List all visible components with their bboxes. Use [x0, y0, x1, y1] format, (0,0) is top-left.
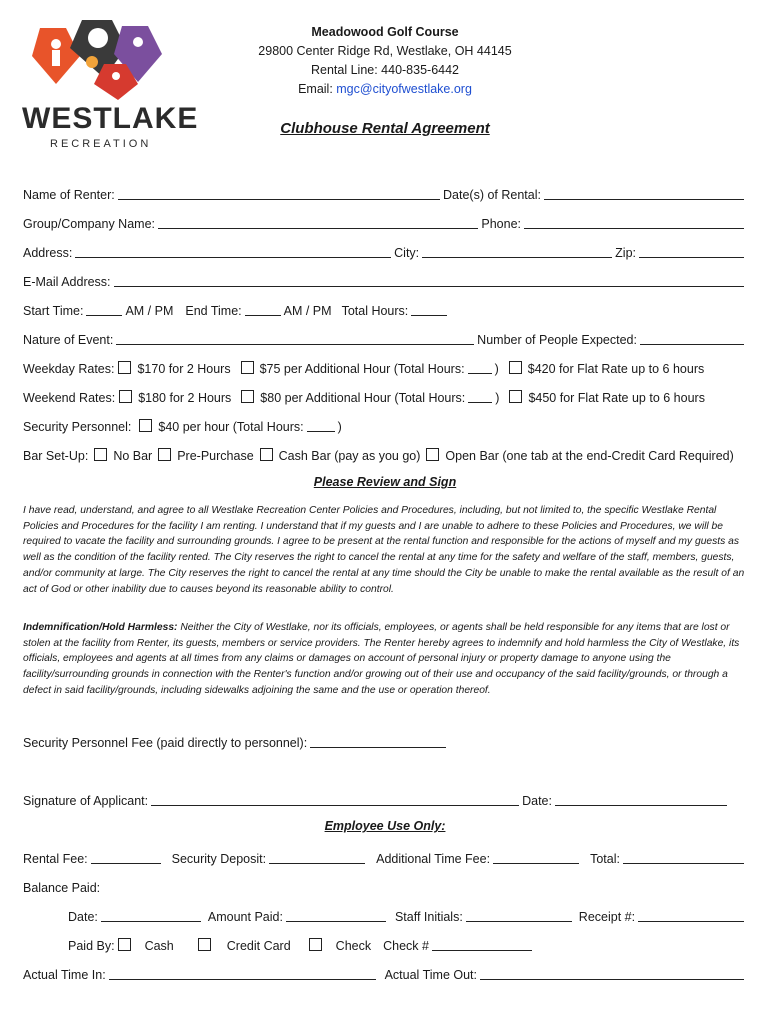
bar-label: Bar Set-Up:: [23, 449, 89, 463]
dates-field[interactable]: [544, 187, 744, 200]
weekend-label: Weekend Rates:: [23, 391, 116, 405]
weekday-addl-checkbox[interactable]: [241, 361, 254, 374]
row-signature: [23, 790, 730, 808]
amount-field[interactable]: [286, 909, 386, 922]
row-paid-by: [68, 935, 747, 953]
signature-field[interactable]: [151, 793, 519, 806]
email-line: [230, 82, 540, 96]
cash-bar-label: Cash Bar (pay as you go): [278, 449, 421, 463]
name-label: Name of Renter:: [23, 188, 115, 202]
address-label: Address:: [23, 246, 73, 260]
row-security: [23, 416, 747, 434]
paid-by-label: Paid By:: [68, 939, 115, 953]
name-field[interactable]: [118, 187, 440, 200]
zip-field[interactable]: [639, 245, 744, 258]
addl-fee-label: Additional Time Fee:: [376, 852, 491, 866]
security-fee-field[interactable]: [310, 735, 446, 748]
course-address: 29800 Center Ridge Rd, Westlake, OH 44145: [258, 44, 512, 58]
group-label: Group/Company Name:: [23, 217, 156, 231]
page-title: Clubhouse Rental Agreement: [280, 120, 490, 137]
end-label: End Time:: [185, 304, 242, 318]
security-option: $40 per hour (Total Hours:: [158, 420, 304, 434]
row-address: [23, 242, 747, 260]
weekday-2hr-checkbox[interactable]: [118, 361, 131, 374]
people-field[interactable]: [640, 332, 744, 345]
people-label: Number of People Expected:: [477, 333, 637, 347]
weekend-flat-label: $450 for Flat Rate up to 6 hours: [528, 391, 705, 405]
email-label: Email:: [298, 82, 337, 96]
indemnification-heading: Indemnification/Hold Harmless:: [23, 622, 178, 633]
logo-word: WESTLAKE: [22, 102, 199, 135]
total-label: Total Hours:: [341, 304, 409, 318]
security-label: Security Personnel:: [23, 420, 132, 434]
row-name: [23, 184, 747, 202]
event-field[interactable]: [116, 332, 474, 345]
pre-purchase-label: Pre-Purchase: [177, 449, 254, 463]
weekday-hours-field[interactable]: [468, 361, 492, 374]
policy-paragraph: I have read, understand, and agree to all Westlake Recreation Center Policies and Procedures, including, but not limited to, the specific Westlake Rental Policies and Procedures for the facility I am renting. I understand that if my guests and I are unable to adhere to these Policies and Procedures, we will be required to vacate the facility and surrounding grounds. I agree to be present at the rental function and responsible for the actions of myself and my guests as well as the condition of the facility rented. The City reserves the right to cancel the rental at any time for the safety and welfare of the staff, members, guests, and/or community at large. The City reserves the right to cancel the rental at any time should the City be unable to make the rental available as the result of an act of God or other inability due to causes beyond its reasonable ability to control.: [23, 505, 745, 595]
row-payment: [68, 906, 747, 924]
row-group: [23, 213, 747, 231]
rental-line: Rental Line: 440-835-6442: [310, 63, 460, 77]
weekday-close: ): [494, 362, 499, 376]
pay-date-field[interactable]: [101, 909, 201, 922]
signature-label: Signature of Applicant:: [23, 794, 149, 808]
check-number-field[interactable]: [432, 938, 532, 951]
no-bar-label: No Bar: [113, 449, 153, 463]
weekend-2hr-label: $180 for 2 Hours: [138, 391, 232, 405]
indemnification-paragraph: [23, 620, 747, 699]
initials-field[interactable]: [466, 909, 572, 922]
email-field-label: E-Mail Address:: [23, 275, 111, 289]
row-fees: [23, 848, 747, 866]
weekday-flat-label: $420 for Flat Rate up to 6 hours: [527, 362, 705, 376]
weekend-close: ): [495, 391, 500, 405]
ampm-end: AM / PM: [283, 304, 332, 318]
phone-field[interactable]: [524, 216, 744, 229]
address-field[interactable]: [75, 245, 391, 258]
weekday-2hr-label: $170 for 2 Hours: [137, 362, 231, 376]
ampm-start: AM / PM: [125, 304, 174, 318]
end-field[interactable]: [245, 303, 281, 316]
time-out-label: Actual Time Out:: [384, 968, 477, 982]
weekend-addl-checkbox[interactable]: [241, 390, 254, 403]
weekend-addl-label: $80 per Additional Hour (Total Hours:: [260, 391, 466, 405]
cash-bar-checkbox[interactable]: [260, 448, 273, 461]
weekend-hours-field[interactable]: [468, 390, 492, 403]
group-field[interactable]: [158, 216, 478, 229]
balance-label: Balance Paid:: [23, 881, 101, 895]
time-in-label: Actual Time In:: [23, 968, 106, 982]
rental-fee-field[interactable]: [91, 851, 161, 864]
check-checkbox[interactable]: [309, 938, 322, 951]
zip-label: Zip:: [615, 246, 636, 260]
pre-purchase-checkbox[interactable]: [158, 448, 171, 461]
no-bar-checkbox[interactable]: [94, 448, 107, 461]
review-title: Please Review and Sign: [313, 475, 457, 489]
course-name: Meadowood Golf Course: [311, 25, 459, 39]
row-actual-times: [23, 964, 747, 982]
signature-date-field[interactable]: [555, 793, 727, 806]
indemnification-text: Neither the City of Westlake, nor its officials, employees, or agents shall be held responsible for any items that are lost or stolen at the facility from Renter, its guests, members or service providers. The Renter hereby agrees to indemnify and hold harmless the City of Westlake, its officials, employees and agents at all times from any claims or damages on account of personal injury or property damage to anyone using the facility/surrounding grounds in connection with the Renter's function and/or growing out of their use and occupancy of the said facility/grounds, or through a defect in said facility/grounds, including sidewalks adjoining the same and the use or operation thereof.: [23, 622, 740, 696]
row-balance: [23, 877, 747, 895]
time-in-field[interactable]: [109, 967, 376, 980]
row-email: [23, 271, 747, 289]
addl-fee-field[interactable]: [493, 851, 579, 864]
row-event: [23, 329, 747, 347]
email-field[interactable]: [114, 274, 744, 287]
employee-title: Employee Use Only:: [324, 819, 446, 833]
amount-label: Amount Paid:: [207, 910, 283, 924]
deposit-field[interactable]: [269, 851, 365, 864]
security-checkbox[interactable]: [139, 419, 152, 432]
security-hours-field[interactable]: [307, 419, 335, 432]
weekend-2hr-checkbox[interactable]: [119, 390, 132, 403]
total-fee-label: Total:: [590, 852, 620, 866]
email-link[interactable]: mgc@cityofwestlake.org: [336, 82, 472, 96]
open-bar-label: Open Bar (one tab at the end-Credit Card Required): [445, 449, 734, 463]
phone-label: Phone:: [481, 217, 521, 231]
dates-label: Date(s) of Rental:: [443, 188, 541, 202]
check-number-label: Check #: [383, 939, 429, 953]
city-label: City:: [394, 246, 420, 260]
credit-card-checkbox[interactable]: [198, 938, 211, 951]
row-times: [23, 300, 747, 318]
credit-card-label: Credit Card: [226, 939, 291, 953]
event-label: Nature of Event:: [23, 333, 114, 347]
pay-date-label: Date:: [68, 910, 98, 924]
weekday-flat-checkbox[interactable]: [509, 361, 522, 374]
initials-label: Staff Initials:: [394, 910, 463, 924]
start-field[interactable]: [86, 303, 122, 316]
open-bar-checkbox[interactable]: [426, 448, 439, 461]
row-weekend: [23, 387, 747, 405]
cash-checkbox[interactable]: [118, 938, 131, 951]
security-fee-label: Security Personnel Fee (paid directly to personnel):: [23, 736, 308, 750]
security-close: ): [337, 420, 342, 434]
row-security-fee: [23, 732, 747, 750]
receipt-label: Receipt #:: [578, 910, 636, 924]
city-field[interactable]: [422, 245, 612, 258]
row-bar: [23, 445, 747, 463]
logo-sub: RECREATION: [50, 138, 152, 150]
start-label: Start Time:: [23, 304, 84, 318]
row-weekday: [23, 358, 747, 376]
weekday-addl-label: $75 per Additional Hour (Total Hours:: [259, 362, 465, 376]
cash-label: Cash: [144, 939, 174, 953]
rental-fee-label: Rental Fee:: [23, 852, 88, 866]
check-label: Check: [335, 939, 372, 953]
total-field[interactable]: [411, 303, 447, 316]
time-out-field[interactable]: [480, 967, 744, 980]
logo-graphic: [22, 18, 182, 102]
westlake-logo: [22, 18, 199, 150]
signature-date-label: Date:: [522, 794, 552, 808]
deposit-label: Security Deposit:: [171, 852, 267, 866]
weekday-label: Weekday Rates:: [23, 362, 115, 376]
total-fee-field[interactable]: [623, 851, 744, 864]
receipt-field[interactable]: [638, 909, 744, 922]
weekend-flat-checkbox[interactable]: [509, 390, 522, 403]
